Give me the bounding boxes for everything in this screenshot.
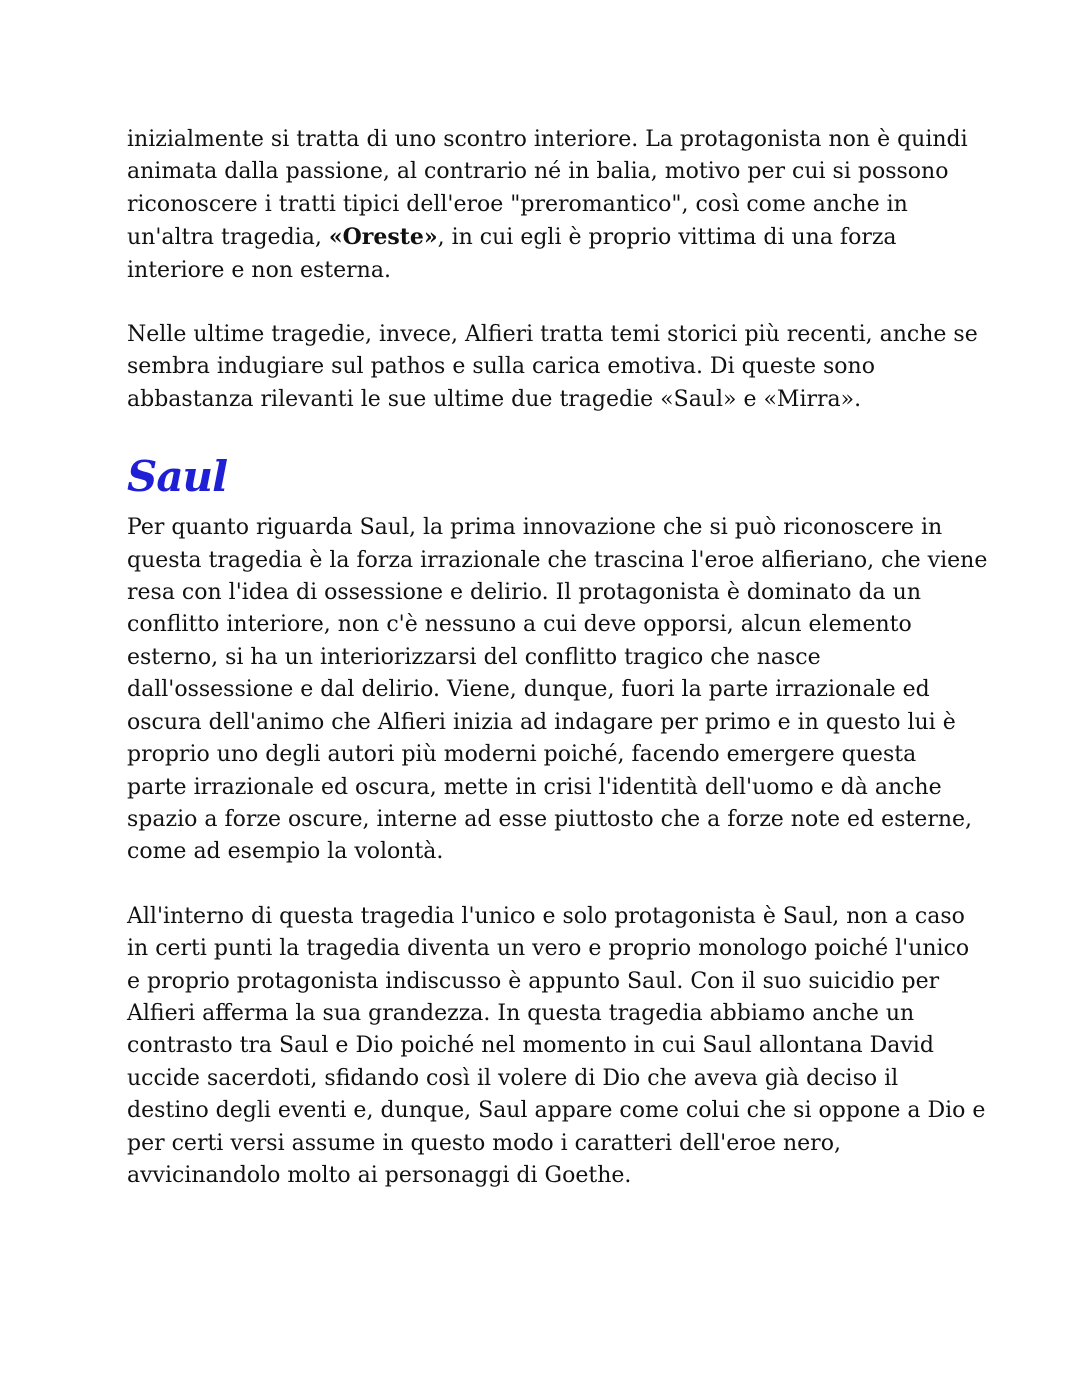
text-line: resa con l'idea di ossessione e delirio. Il protagonista è dominato da un bbox=[127, 580, 922, 606]
text-line: Nelle ultime tragedie, invece, Alfieri tratta temi storici più recenti, anche se bbox=[127, 322, 978, 348]
text-line: uccide sacerdoti, sfidando così il volere di Dio che aveva già deciso il bbox=[127, 1065, 899, 1091]
text-line bbox=[127, 221, 967, 254]
text-fragment: un'altra tragedia, bbox=[127, 225, 329, 251]
text-line: riconoscere i tratti tipici dell'eroe "preromantico", così come anche in bbox=[127, 191, 908, 217]
text-line: animata dalla passione, al contrario né in balia, motivo per cui si possono bbox=[127, 159, 949, 185]
paragraph-intro bbox=[127, 124, 967, 287]
text-line: avvicinandolo molto ai personaggi di Goethe. bbox=[127, 1162, 632, 1188]
text-line: Per quanto riguarda Saul, la prima innovazione che si può riconoscere in bbox=[127, 515, 943, 541]
text-line: proprio uno degli autori più moderni poiché, facendo emergere questa bbox=[127, 742, 917, 768]
text-line: destino degli eventi e, dunque, Saul appare come colui che si oppone a Dio e bbox=[127, 1098, 986, 1124]
text-line: parte irrazionale ed oscura, mette in crisi l'identità dell'uomo e dà anche bbox=[127, 774, 942, 800]
text-line: questa tragedia è la forza irrazionale che trascina l'eroe alfieriano, che viene bbox=[127, 547, 988, 573]
text-line: come ad esempio la volontà. bbox=[127, 839, 444, 865]
paragraph-ultime-tragedie bbox=[127, 319, 978, 416]
text-line: esterno, si ha un interiorizzarsi del conflitto tragico che nasce bbox=[127, 644, 821, 670]
text-line: conflitto interiore, non c'è nessuno a cui deve opporsi, alcun elemento bbox=[127, 612, 912, 638]
paragraph-saul-protagonista bbox=[127, 901, 986, 1193]
text-line: All'interno di questa tragedia l'unico e solo protagonista è Saul, non a caso bbox=[127, 903, 965, 929]
text-line: e proprio protagonista indiscusso è appunto Saul. Con il suo suicidio per bbox=[127, 968, 940, 994]
section-heading-saul: Saul bbox=[127, 452, 228, 502]
text-line: Alfieri afferma la sua grandezza. In questa tragedia abbiamo anche un bbox=[127, 1000, 915, 1026]
paragraph-saul-innovazione bbox=[127, 512, 988, 868]
text-line: abbastanza rilevanti le sue ultime due tragedie «Saul» e «Mirra». bbox=[127, 386, 862, 412]
text-line: sembra indugiare sul pathos e sulla carica emotiva. Di queste sono bbox=[127, 354, 875, 380]
text-fragment: , in cui egli è proprio vittima di una forza bbox=[437, 225, 897, 251]
text-line: spazio a forze oscure, interne ad esse piuttosto che a forze note ed esterne, bbox=[127, 806, 973, 832]
title-oreste: «Oreste» bbox=[328, 224, 438, 251]
text-line: in certi punti la tragedia diventa un vero e proprio monologo poiché l'unico bbox=[127, 936, 970, 962]
text-line: inizialmente si tratta di uno scontro interiore. La protagonista non è quindi bbox=[127, 127, 968, 152]
text-line: dall'ossessione e dal delirio. Viene, dunque, fuori la parte irrazionale ed bbox=[127, 677, 930, 703]
text-line: oscura dell'animo che Alfieri inizia ad indagare per primo e in questo lui è bbox=[127, 709, 956, 735]
text-line: interiore e non esterna. bbox=[127, 257, 391, 283]
text-line: contrasto tra Saul e Dio poiché nel momento in cui Saul allontana David bbox=[127, 1033, 934, 1059]
document-page bbox=[127, 124, 988, 1224]
text-line: per certi versi assume in questo modo i caratteri dell'eroe nero, bbox=[127, 1130, 841, 1156]
